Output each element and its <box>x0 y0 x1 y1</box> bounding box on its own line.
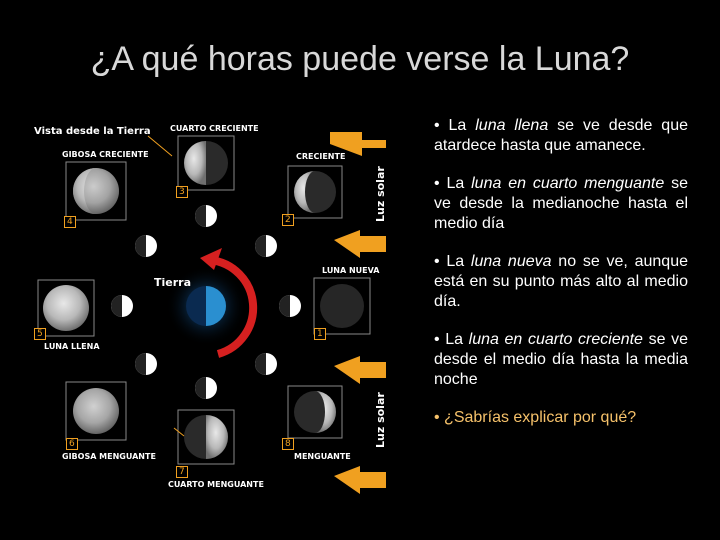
explanation-panel <box>434 116 688 446</box>
label-cuarto-menguante: CUARTO MENGUANTE <box>168 480 264 489</box>
sunlight-label-bottom: Luz solar <box>374 392 387 448</box>
phase-number-2: 2 <box>282 214 294 226</box>
label-menguante: MENGUANTE <box>294 452 351 461</box>
p1-prefix: • La <box>434 117 476 134</box>
label-creciente: CRECIENTE <box>296 152 346 161</box>
phase-number-6: 6 <box>66 438 78 450</box>
phase-number-4: 4 <box>64 216 76 228</box>
phase-number-5: 5 <box>34 328 46 340</box>
label-gibosa-menguante: GIBOSA MENGUANTE <box>62 452 156 461</box>
label-cuarto-creciente: CUARTO CRECIENTE <box>170 124 259 133</box>
p1-italic: luna llena <box>475 117 549 134</box>
view-from-earth-label: Vista desde la Tierra <box>34 126 151 137</box>
phase-number-8: 8 <box>282 438 294 450</box>
paragraph-cuarto-creciente <box>434 330 688 390</box>
p4-rest: se ve desde el medio día hasta la media noche <box>434 331 689 388</box>
paragraph-luna-nueva <box>434 252 688 312</box>
phase-number-1: 1 <box>314 328 326 340</box>
p2-prefix: • La <box>434 175 472 192</box>
label-gibosa-creciente: GIBOSA CRECIENTE <box>62 150 149 159</box>
p4-italic: luna en cuarto creciente <box>468 331 643 348</box>
earth-label: Tierra <box>154 276 192 289</box>
paragraph-cuarto-menguante <box>434 174 688 234</box>
phase-number-3: 3 <box>176 186 188 198</box>
label-luna-llena: LUNA LLENA <box>44 342 100 351</box>
label-luna-nueva: LUNA NUEVA <box>322 266 380 275</box>
sunlight-label-top: Luz solar <box>374 166 387 222</box>
phase-number-7: 7 <box>176 466 188 478</box>
p3-italic: luna nueva <box>470 253 552 270</box>
paragraph-luna-llena <box>434 116 688 156</box>
p4-prefix: • La <box>434 331 469 348</box>
p3-prefix: • La <box>434 253 471 270</box>
p2-italic: luna en cuarto menguante <box>471 175 665 192</box>
p1-rest: se ve desde que atardece hasta que amanece. <box>434 117 689 154</box>
p3-rest: no se ve, aunque está en su punto más alto al medio día. <box>434 253 688 310</box>
slide-title: ¿A qué horas puede verse la Luna? <box>90 40 630 78</box>
p2-rest: se ve desde la medianoche hasta el medio día <box>434 175 688 232</box>
paragraph-question: • ¿Sabrías explicar por qué? <box>434 409 637 426</box>
moon-phases-diagram <box>14 110 420 500</box>
